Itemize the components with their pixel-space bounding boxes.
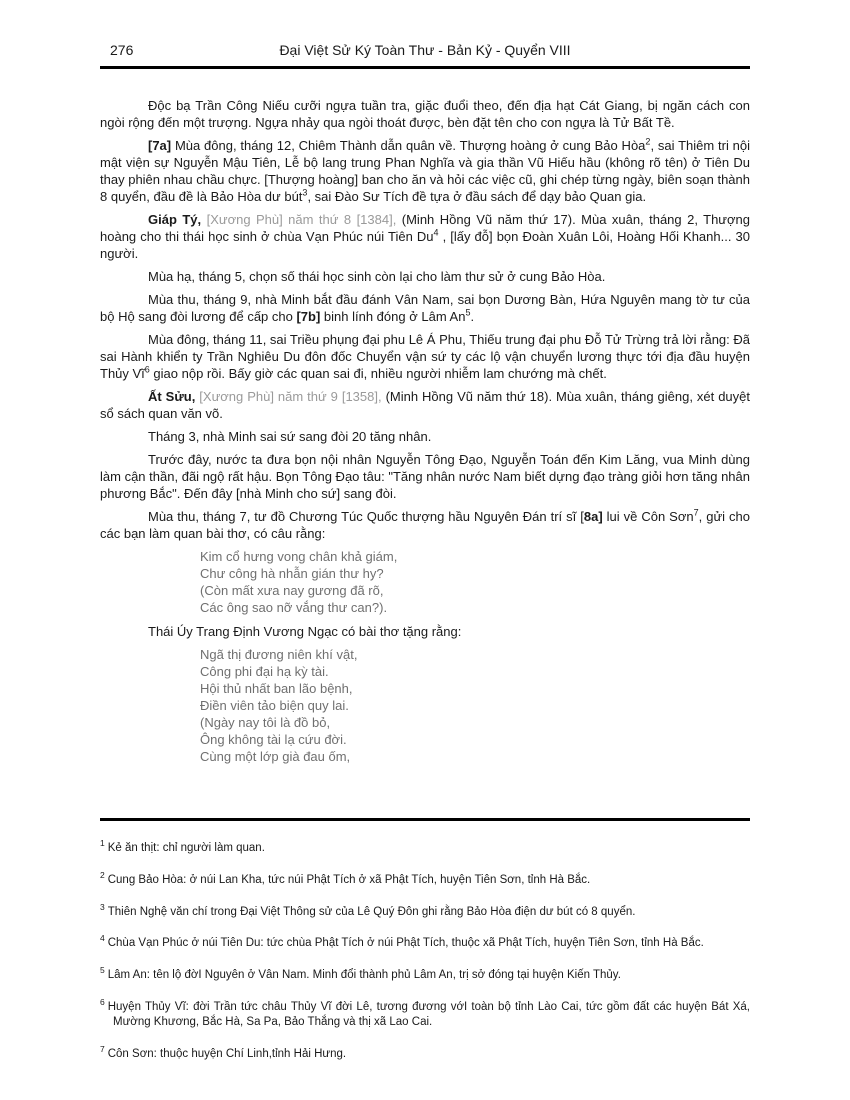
footnote-marker: 2 bbox=[100, 869, 105, 880]
paragraph bbox=[100, 331, 750, 382]
footnote-text: Thiên Nghệ văn chí trong Đại Việt Thông sử của Lê Quý Đôn ghi rằng Bảo Hòa điện dư bút có 8 quyển. bbox=[107, 905, 636, 918]
poem-line: Công phi đại hạ kỳ tài. bbox=[200, 664, 329, 679]
footnote bbox=[100, 836, 750, 856]
body-text: , [lấy đỗ] bọn Đoàn Xuân Lôi, Hoàng Hối Khanh... 30 người. bbox=[100, 229, 750, 261]
footnote-marker: 7 bbox=[100, 1043, 105, 1054]
bold-text: Ất Sửu, bbox=[148, 389, 196, 404]
poem-block bbox=[200, 646, 750, 765]
era-year-text: [Xương Phù] năm thứ 8 [1384], bbox=[206, 212, 397, 227]
poem-line: Hội thủ nhất ban lão bệnh, bbox=[200, 681, 353, 696]
footnote-reference: 6 bbox=[144, 364, 150, 375]
body-text: giao nộp rồi. Bấy giờ các quan sai đi, nhiều người nhiễm lam chướng mà chết. bbox=[149, 366, 607, 381]
footnote bbox=[100, 963, 750, 983]
paragraph bbox=[100, 428, 750, 445]
document-body bbox=[100, 97, 750, 772]
paragraph bbox=[100, 623, 750, 640]
body-text: Thái Úy Trang Định Vương Ngạc có bài thơ tặng rằng: bbox=[148, 624, 462, 639]
footnote-text: Lâm An: tên lộ đờI Nguyên ở Vân Nam. Minh đổi thành phủ Lâm An, trị sở đóng tại huyện Kiến Thủy. bbox=[107, 969, 621, 982]
body-text: . bbox=[470, 309, 475, 324]
body-text: (Minh Hồng Vũ năm thứ 18). Mùa xuân, tháng giêng, xét duyệt sổ sách quan văn võ. bbox=[100, 389, 751, 421]
bold-text: [7b] bbox=[296, 309, 321, 324]
poem-line: Chư công hà nhẫn gián thư hy? bbox=[200, 566, 384, 581]
footnote-text: Côn Sơn: thuộc huyện Chí Linh,tỉnh Hải Hưng. bbox=[107, 1047, 347, 1060]
poem-block bbox=[200, 548, 750, 616]
poem-line: Điền viên tảo biện quy lai. bbox=[200, 698, 349, 713]
paragraph bbox=[100, 97, 750, 131]
footnote-marker: 3 bbox=[100, 901, 105, 912]
footnote-reference: 2 bbox=[645, 136, 651, 147]
body-text: (Minh Hồng Vũ năm thứ 17). Mùa xuân, tháng 2, Thượng hoàng cho thi thái học sinh ở chùa Vạn Phúc núi Tiên Du bbox=[100, 212, 750, 244]
footnote-marker: 6 bbox=[100, 997, 105, 1008]
footnote-marker: 4 bbox=[100, 933, 105, 944]
era-year-text: [Xương Phù] năm thứ 9 [1358], bbox=[199, 389, 382, 404]
footnote bbox=[100, 995, 750, 1030]
poem-line: Các ông sao nỡ vắng thư can?). bbox=[200, 600, 388, 615]
bold-text: 8a] bbox=[583, 509, 603, 524]
body-text: Mùa thu, tháng 7, tư đồ Chương Túc Quốc thượng hầu Nguyên Đán trí sĩ [ bbox=[148, 509, 584, 524]
bold-text: Giáp Tý, bbox=[148, 212, 202, 227]
poem-line: (Ngày nay tôi là đồ bỏ, bbox=[200, 715, 331, 730]
paragraph bbox=[100, 137, 750, 205]
footnote bbox=[100, 868, 750, 888]
body-text: Trước đây, nước ta đưa bọn nội nhân Nguyễn Tông Đạo, Nguyễn Toán đến Kim Lăng, vua Minh dùng làm cận thần, đãi ngộ rất hậu. Bọn Tông Đạo tâu: "Tăng nhân nước Nam biết dựng đạo tràng giỏi hơn tăng nhân phương Bắc". Đến đây [nhà Minh cho sứ] sang đòi. bbox=[100, 452, 750, 501]
poem-line: Ngã thị đương niên khí vật, bbox=[200, 647, 358, 662]
document-title: Đại Việt Sử Ký Toàn Thư - Bản Kỷ - Quyển VIII bbox=[279, 42, 571, 58]
footnote bbox=[100, 900, 750, 920]
body-text: Mùa thu, tháng 9, nhà Minh bắt đầu đánh Vân Nam, sai bọn Dương Bàn, Hứa Nguyên mang tờ tư của bộ Hộ sang đòi lương để cấp cho bbox=[100, 292, 750, 324]
paragraph bbox=[100, 268, 750, 285]
body-text: Tháng 3, nhà Minh sai sứ sang đòi 20 tăng nhân. bbox=[148, 429, 432, 444]
body-text: , sai Đào Sư Tích đề tựa ở đầu sách để dạy bảo Quan gia. bbox=[307, 189, 647, 204]
paragraph bbox=[100, 388, 750, 422]
footnote bbox=[100, 931, 750, 951]
footnote-marker: 5 bbox=[100, 965, 105, 976]
footnote bbox=[100, 1042, 750, 1062]
body-text: lui về Côn Sơn bbox=[602, 509, 694, 524]
body-text: Mùa đông, tháng 11, sai Triều phụng đại phu Lê Á Phu, Thiếu trung đại phu Đỗ Tử Trừng trả lời rằng: Đã sai Hành khiển ty Trần Nghiêu Du đôn đốc Chuyển vận sứ ty các lộ vận chuyển lương thực tới địa đầu huyện Thủy Vĩ bbox=[100, 332, 750, 381]
bold-text: [7a] bbox=[148, 138, 172, 153]
poem-line: Cùng một lớp già đau ốm, bbox=[200, 749, 351, 764]
page-number: 276 bbox=[110, 42, 134, 58]
footnote-text: Kẻ ăn thịt: chỉ người làm quan. bbox=[107, 841, 265, 854]
header-rule bbox=[100, 66, 750, 69]
footnote-text: Cung Bảo Hòa: ở núi Lan Kha, tức núi Phật Tích ở xã Phật Tích, huyện Tiên Sơn, tỉnh Hà Bắc. bbox=[107, 873, 591, 886]
body-text: , gửi cho các bạn làm quan bài thơ, có câu rằng: bbox=[100, 509, 750, 541]
paragraph bbox=[100, 291, 750, 325]
footnote-reference: 5 bbox=[465, 307, 471, 318]
footnote-marker: 1 bbox=[100, 838, 105, 848]
body-text: , sai Thiêm tri nội mật viện sự Nguyễn Mậu Tiên, Lễ bộ lang trung Phan Nghĩa và gia thần Vũ Hiếu hầu (không rõ tên) ở Tiên Du thay phiên nhau chầu chực. [Thượng hoàng] ban cho ăn và hỏi các việc cũ, ghi chép từng ngày, biên soạn thành 8 quyển, đầu đề là Bảo Hòa dư bút bbox=[100, 138, 750, 204]
poem-line: Kim cổ hưng vong chân khả giám, bbox=[200, 549, 398, 564]
body-text: binh lính đóng ở Lâm An bbox=[320, 309, 466, 324]
footnote-reference: 3 bbox=[302, 187, 308, 198]
footnote-reference: 7 bbox=[693, 507, 699, 518]
footnote-text: Huyện Thủy Vĩ: đời Trần tức châu Thủy Vĩ đời Lê, tương đương vớI toàn bộ tỉnh Lào Cai, tức gồm đất các huyện Bát Xá, Mường Khương, Bắc Hà, Sa Pa, Bảo Thắng và thị xã Lao Cai. bbox=[107, 1000, 750, 1028]
paragraph bbox=[100, 211, 750, 262]
paragraph bbox=[100, 451, 750, 502]
body-text: Mùa đông, tháng 12, Chiêm Thành dẫn quân về. Thượng hoàng ở cung Bảo Hòa bbox=[171, 138, 646, 153]
paragraph bbox=[100, 508, 750, 542]
footnote-reference: 4 bbox=[433, 227, 439, 238]
footnote-text: Chùa Vạn Phúc ở núi Tiên Du: tức chùa Phật Tích ở núi Phật Tích, thuộc xã Phật Tích, huyện Tiên Sơn, tỉnh Hà Bắc. bbox=[107, 937, 704, 950]
body-text: Mùa hạ, tháng 5, chọn số thái học sinh còn lại cho làm thư sử ở cung Bảo Hòa. bbox=[148, 269, 606, 284]
page-header bbox=[100, 42, 750, 62]
poem-line: (Còn mất xưa nay gương đã rõ, bbox=[200, 583, 384, 598]
footnotes-section bbox=[100, 818, 750, 1074]
body-text: Độc bạ Trần Công Niếu cưỡi ngựa tuần tra, giặc đuổi theo, đến địa hạt Cát Giang, bị ngăn cách con ngòi rộng đến một trượng. Ngựa nhảy qua ngòi thoát được, bèn đặt tên cho con ngựa là Tử Bất Tề. bbox=[100, 98, 750, 130]
poem-line: Ông không tài lạ cứu đời. bbox=[200, 732, 347, 747]
